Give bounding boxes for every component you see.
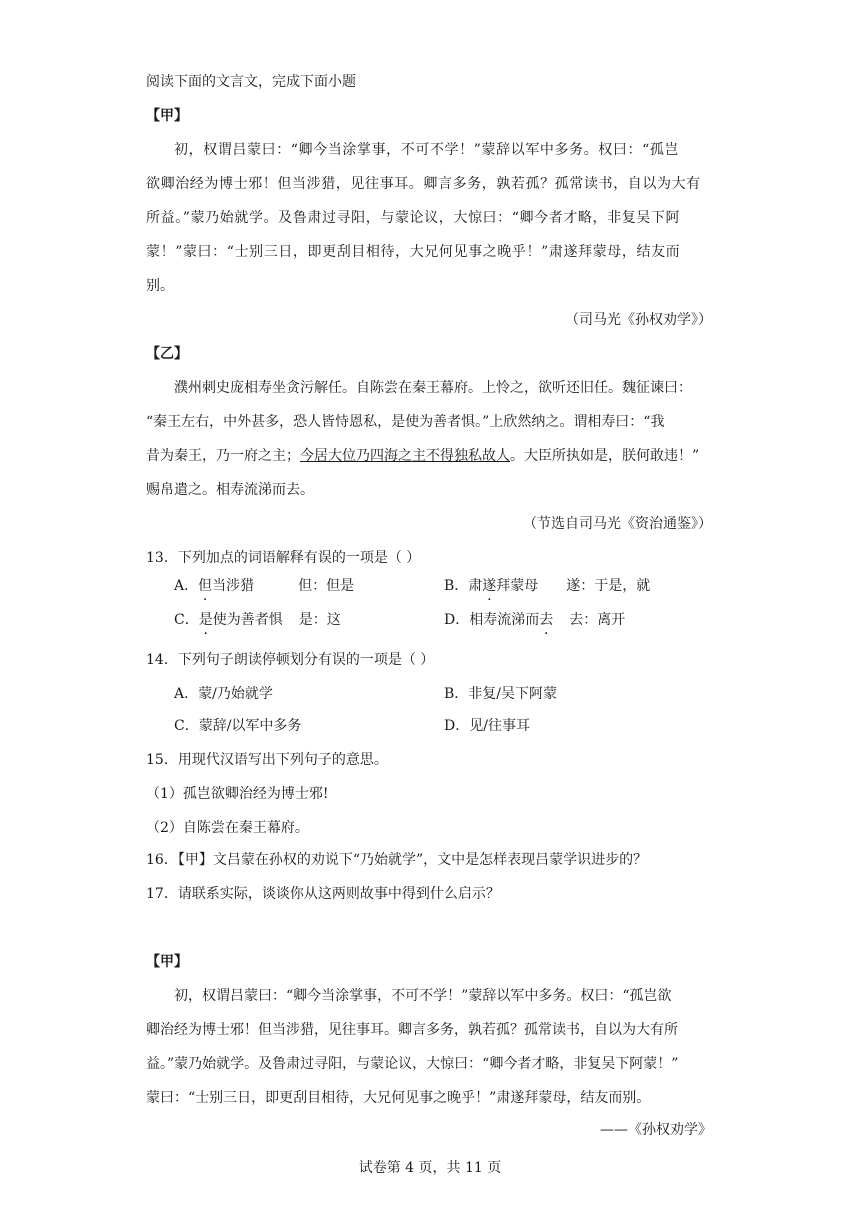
q15-sentence-1: （1）孤岂欲卿治经为博士邪! (146, 786, 329, 802)
q13-b-dotted-word: 遂 (482, 578, 497, 594)
jia-line-1: 初，权谓吕蒙曰：“卿今当涂掌事，不可不学！”蒙辞以军中多务。权曰：“孤岂 (174, 142, 680, 158)
q13-b-post: 拜蒙母 (496, 578, 539, 594)
q13-d-pre: 相寿流涕而 (469, 612, 540, 628)
jia-source: （司马光《孙权劝学》） (565, 312, 712, 328)
yi-line-3 (146, 446, 699, 466)
q15-stem: 15．用现代汉语写出下列句子的意思。 (146, 752, 388, 768)
yi-line-2: “秦王左右，中外甚多，恐人皆恃恩私，是使为善者惧。”上欣然纳之。谓相寿曰：“我 (146, 414, 665, 430)
q13-a-dotted-word: 但 (198, 578, 213, 594)
q13-b-prefix: B． (444, 578, 469, 594)
q15-sentence-2: （2）自陈尝在秦王幕府。 (146, 820, 309, 836)
jia2-line-2: 卿治经为博士邪！但当涉猎，见往事耳。卿言多务，孰若孤？孤常读书，自以为大有所 (146, 1022, 678, 1038)
q14-option-d[interactable]: D．见/往事耳 (444, 718, 530, 734)
q14-option-b[interactable]: B．非复/吴下阿蒙 (444, 686, 558, 702)
q13-option-a[interactable] (174, 576, 354, 596)
q13-stem: 13．下列加点的词语解释有误的一项是（ ） (146, 550, 421, 566)
q13-a-gloss: 但：但是 (298, 578, 355, 594)
q13-a-post: 当涉猎 (212, 578, 255, 594)
q13-b-gloss: 遂：于是，就 (566, 578, 651, 594)
jia-line-2: 欲卿治经为博士邪！但当涉猎，见往事耳。卿言多务，孰若孤？孤常读书，自以为大有 (146, 176, 701, 192)
q13-a-prefix: A． (174, 578, 199, 594)
jia-label: 【甲】 (146, 108, 188, 124)
q13-c-post: 使为善者惧 (212, 612, 283, 628)
yi-underlined-sentence: 今居大位乃四海之主不得独私故人 (300, 448, 510, 464)
q13-d-gloss: 去：离开 (569, 612, 626, 628)
q13-c-prefix: C． (174, 612, 199, 628)
q17-stem: 17．请联系实际，谈谈你从这两则故事中得到什么启示？ (146, 886, 500, 902)
jia2-source: ——《孙权劝学》 (600, 1122, 712, 1138)
yi-line-3-pre: 昔为秦王，乃一府之主； (146, 448, 300, 464)
page-footer: 试卷第 4 页，共 11 页 (358, 1160, 502, 1176)
yi-line-4: 赐帛遣之。相寿流涕而去。 (146, 482, 314, 498)
jia2-line-1: 初，权谓吕蒙曰：“卿今当涂掌事，不可不学！”蒙辞以军中多务。权曰：“孤岂欲 (174, 988, 672, 1004)
yi-line-3-post: 大臣所执如是，朕何敢违！” (524, 448, 700, 464)
yi-line-1: 濮州刺史庞相寿坐贪污解任。自陈尝在秦王幕府。上怜之，欲听还旧任。魏征谏曰： (174, 380, 692, 396)
jia-line-5: 别。 (146, 278, 174, 294)
jia-line-3: 所益。”蒙乃始就学。及鲁肃过寻阳，与蒙论议，大惊曰：“卿今者才略，非复吴下阿 (146, 210, 681, 226)
jia2-line-3: 益。”蒙乃始就学。及鲁肃过寻阳，与蒙论议，大惊曰：“卿今者才略，非复吴下阿蒙！” (146, 1056, 679, 1072)
q13-c-gloss: 是：这 (298, 612, 341, 628)
q13-option-d[interactable] (444, 610, 625, 630)
q16-stem: 16．【甲】文吕蒙在孙权的劝说下“乃始就学”，文中是怎样表现吕蒙学识进步的？ (146, 852, 648, 868)
q13-d-prefix: D． (444, 612, 470, 628)
jia2-label: 【甲】 (146, 954, 188, 970)
yi-line-3-punct: 。 (510, 448, 524, 464)
q14-option-c[interactable]: C．蒙辞/以军中多务 (174, 718, 302, 734)
q13-option-b[interactable] (444, 576, 650, 596)
yi-label: 【乙】 (146, 346, 188, 362)
q13-option-c[interactable] (174, 610, 341, 630)
q13-b-pre: 肃 (468, 578, 483, 594)
q14-option-a[interactable]: A．蒙/乃始就学 (174, 686, 273, 702)
q13-d-dotted-word: 去 (539, 612, 554, 628)
q13-c-dotted-word: 是 (198, 612, 213, 628)
yi-source: （节选自司马光《资治通鉴》） (523, 516, 712, 532)
jia2-line-4: 蒙曰：“士别三日，即更刮目相待，大兄何见事之晚乎！”肃遂拜蒙母，结友而别。 (146, 1090, 651, 1106)
jia-line-4: 蒙！”蒙曰：“士别三日，即更刮目相待，大兄何见事之晚乎！”肃遂拜蒙母，结友而 (146, 244, 681, 260)
instruction: 阅读下面的文言文，完成下面小题 (146, 74, 356, 90)
q14-stem: 14．下列句子朗读停顿划分有误的一项是（ ） (146, 652, 435, 668)
